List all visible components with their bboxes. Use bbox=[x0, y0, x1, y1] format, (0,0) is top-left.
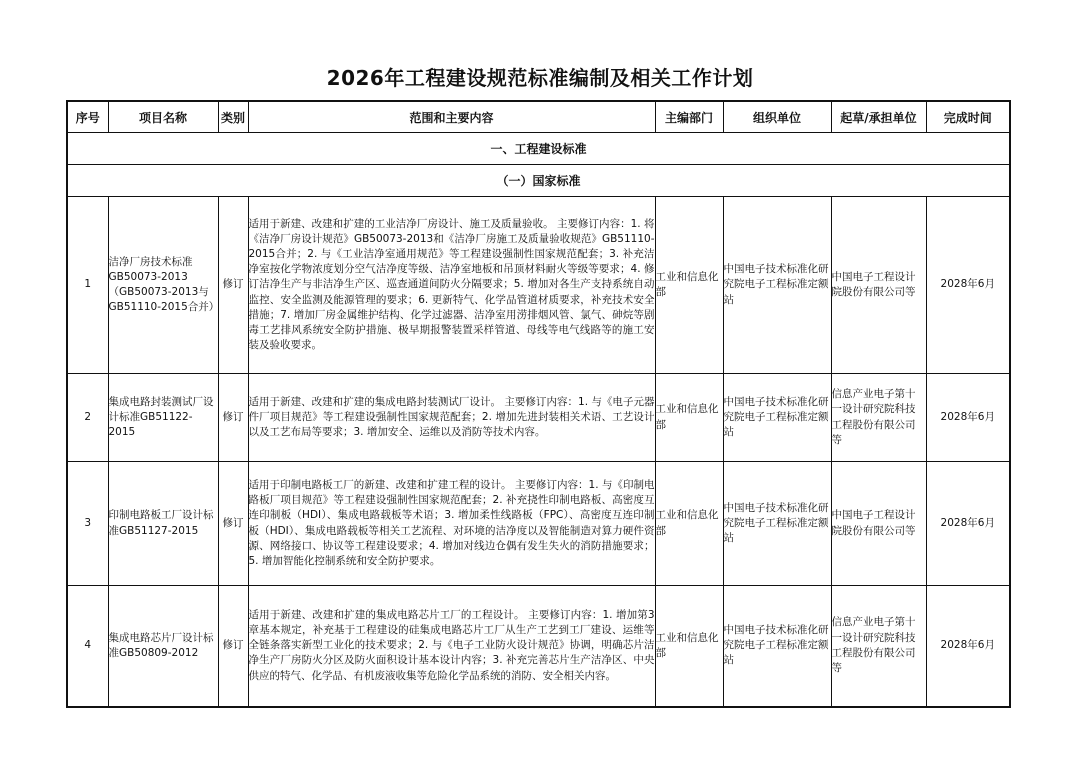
chief-editor-dept: 工业和信息化部 bbox=[655, 197, 723, 374]
completion-time: 2028年6月 bbox=[926, 197, 1010, 374]
chief-editor-dept: 工业和信息化部 bbox=[655, 586, 723, 707]
row-number: 2 bbox=[67, 374, 108, 462]
col-header-dept: 主编部门 bbox=[655, 101, 723, 133]
table-row bbox=[67, 462, 1010, 586]
drafting-unit: 信息产业电子第十一设计研究院科技工程股份有限公司等 bbox=[831, 374, 926, 462]
drafting-unit: 中国电子工程设计院股份有限公司等 bbox=[831, 462, 926, 586]
completion-time: 2028年6月 bbox=[926, 586, 1010, 707]
organizing-unit: 中国电子技术标准化研究院电子工程标准定额站 bbox=[723, 374, 831, 462]
header-row bbox=[67, 101, 1010, 133]
scope-content: 适用于印制电路板工厂的新建、改建和扩建工程的设计。 主要修订内容：1. 与《印制电路板厂项目规范》等工程建设强制性国家规范配套；2. 补充挠性印制电路板、高密度互连印制板（HDI）、集成电路载板等术语；3. 增加柔性线路板（FPC）、高密度互连印制板（HDI）、集成电路载板等相关工艺流程、对环境的洁净度以及智能制造对算力硬件资源、网络接口、协议等工程建设要求；4. 增加对线边仓偶有发生失火的消防措施要求；5. 增加智能化控制系统和安全防护要求。 bbox=[248, 462, 655, 586]
project-name-cell bbox=[108, 374, 218, 462]
drafting-unit: 中国电子工程设计院股份有限公司等 bbox=[831, 197, 926, 374]
page-title: 2026年工程建设规范标准编制及相关工作计划 bbox=[326, 66, 754, 90]
row-number: 3 bbox=[67, 462, 108, 586]
row-number: 4 bbox=[67, 586, 108, 707]
organizing-unit: 中国电子技术标准化研究院电子工程标准定额站 bbox=[723, 462, 831, 586]
section-title-main: 一、工程建设标准 bbox=[67, 133, 1010, 165]
work-plan-table bbox=[66, 100, 1011, 708]
col-header-no: 序号 bbox=[67, 101, 108, 133]
category: 修订 bbox=[218, 374, 248, 462]
chief-editor-dept: 工业和信息化部 bbox=[655, 462, 723, 586]
project-name: 集成电路芯片厂设计标准GB50809-2012 bbox=[108, 631, 214, 659]
category: 修订 bbox=[218, 586, 248, 707]
section-row-sub bbox=[67, 165, 1010, 197]
organizing-unit: 中国电子技术标准化研究院电子工程标准定额站 bbox=[723, 586, 831, 707]
completion-time: 2028年6月 bbox=[926, 462, 1010, 586]
table-row bbox=[67, 197, 1010, 374]
drafting-unit: 信息产业电子第十一设计研究院科技工程股份有限公司等 bbox=[831, 586, 926, 707]
completion-time: 2028年6月 bbox=[926, 374, 1010, 462]
project-name: 集成电路封装测试厂设计标准GB51122-2015 bbox=[108, 395, 214, 439]
col-header-name: 项目名称 bbox=[108, 101, 218, 133]
scope-content: 适用于新建、改建和扩建的工业洁净厂房设计、施工及质量验收。 主要修订内容：1. 将《洁净厂房设计规范》GB50073-2013和《洁净厂房施工及质量验收规范》GB51110-2015合并；2. 与《工业洁净室通用规范》等工程建设强制性国家规范配套；3. 补充洁净室按化学物浓度划分空气洁净度等级、洁净室地板和吊顶材料耐火等级等要求；4. 修订洁净生产与非洁净生产区、巡查通道间防火分隔要求；5. 增加对各生产支持系统自动监控、安全监测及能源管理的要求；6. 更新特气、化学品管道材质要求，补充技术安全措施；7. 增加厂房金属维护结构、化学过滤器、洁净室用涝排烟风管、氯气、砷烷等剧毒工艺排风系统安全防护措施、极早期报警装置采样管道、母线等电气线路等的施工安装及验收要求。 bbox=[248, 197, 655, 374]
section-row-main bbox=[67, 133, 1010, 165]
project-name-note: （GB50073-2013与GB51110-2015合并） bbox=[108, 286, 220, 314]
project-name: 印制电路板工厂设计标准GB51127-2015 bbox=[108, 509, 214, 537]
organizing-unit: 中国电子技术标准化研究院电子工程标准定额站 bbox=[723, 197, 831, 374]
project-name-cell bbox=[108, 197, 218, 374]
section-title-sub: （一）国家标准 bbox=[67, 165, 1010, 197]
chief-editor-dept: 工业和信息化部 bbox=[655, 374, 723, 462]
scope-content: 适用于新建、改建和扩建的集成电路封装测试厂设计。 主要修订内容：1. 与《电子元器件厂项目规范》等工程建设强制性国家规范配套；2. 增加先进封装相关术语、工艺设计以及工艺布局等要求；3. 增加安全、运维以及消防等技术内容。 bbox=[248, 374, 655, 462]
project-name-cell bbox=[108, 586, 218, 707]
col-header-time: 完成时间 bbox=[926, 101, 1010, 133]
category: 修订 bbox=[218, 462, 248, 586]
row-number: 1 bbox=[67, 197, 108, 374]
project-name-cell bbox=[108, 462, 218, 586]
col-header-org: 组织单位 bbox=[723, 101, 831, 133]
scope-content: 适用于新建、改建和扩建的集成电路芯片工厂的工程设计。 主要修订内容：1. 增加第3章基本规定，补充基于工程建设的硅集成电路芯片工厂从生产工艺到工厂建设、运维等全链条落实新型工业化的技术要求；2. 与《电子工业防火设计规范》协调，明确芯片洁净生产厂房防火分区及防火面积设计基本设计内容；3. 补充完善芯片生产洁净区、中央供应的特气、化学品、有机废液收集等危险化学品系统的消防、安全相关内容。 bbox=[248, 586, 655, 707]
table-row bbox=[67, 374, 1010, 462]
table-row bbox=[67, 586, 1010, 707]
col-header-content: 范围和主要内容 bbox=[248, 101, 655, 133]
col-header-kind: 类别 bbox=[218, 101, 248, 133]
category: 修订 bbox=[218, 197, 248, 374]
project-name: 洁净厂房技术标准GB50073-2013 bbox=[108, 255, 193, 283]
col-header-drafter: 起草/承担单位 bbox=[831, 101, 926, 133]
